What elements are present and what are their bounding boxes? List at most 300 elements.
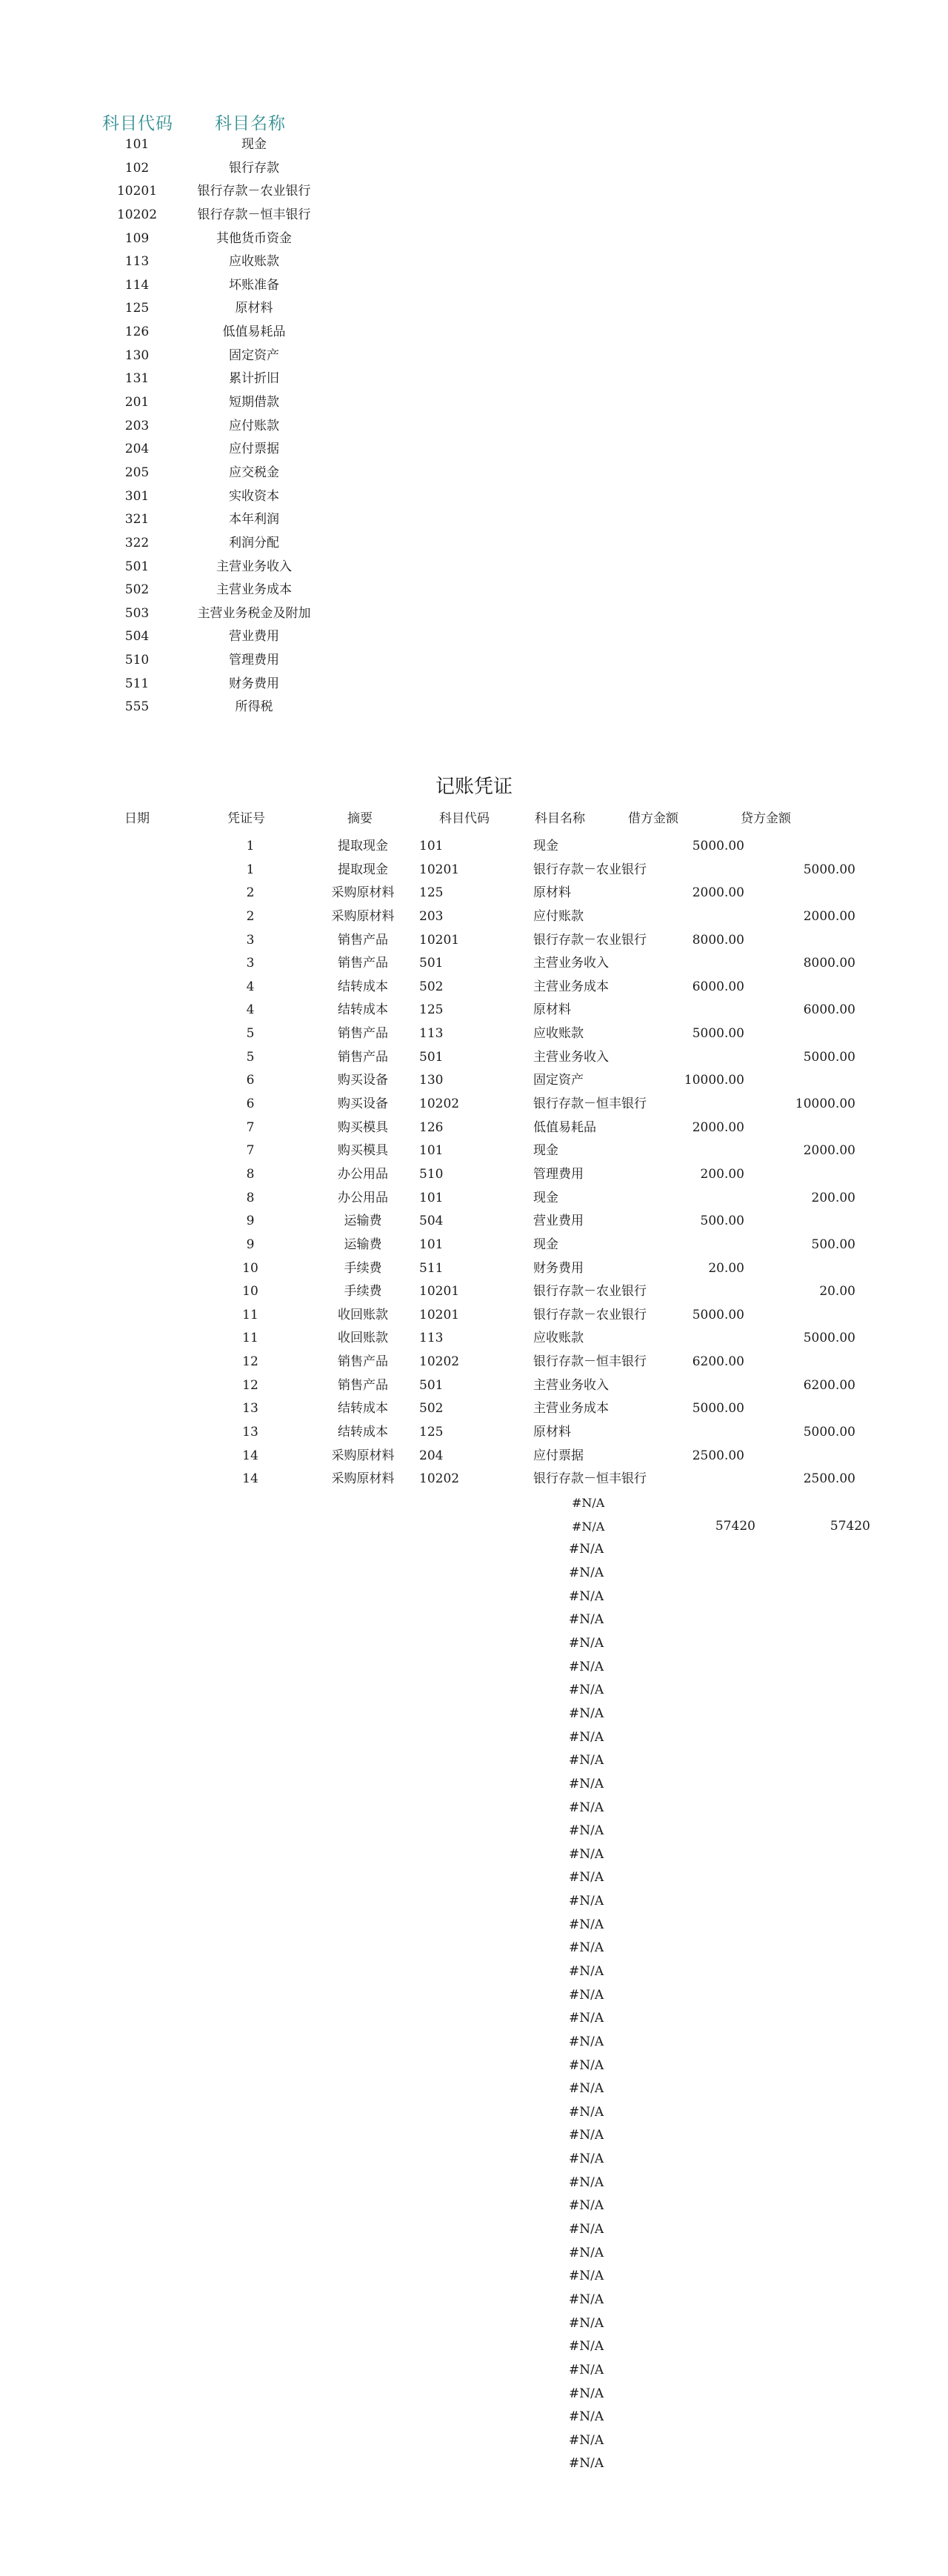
voucher-number: 8 (246, 1166, 255, 1182)
error-row (0, 2335, 948, 2359)
table-row (0, 1421, 948, 1445)
account-code-cell: 130 (419, 1073, 444, 1088)
account-code-cell: 101 (419, 1190, 444, 1205)
table-row (0, 952, 948, 976)
account-code: 131 (124, 371, 150, 387)
error-row (0, 2218, 948, 2242)
error-value: #N/A (569, 1636, 604, 1651)
summary-cell: 购买设备 (338, 1096, 388, 1112)
account-name: 主营业务成本 (216, 582, 292, 598)
account-code: 504 (124, 629, 150, 645)
account-code: 502 (124, 582, 150, 598)
account-row (0, 227, 356, 251)
error-value: #N/A (569, 1729, 604, 1745)
account-code: 101 (124, 137, 150, 152)
account-name: 主营业务税金及附加 (197, 605, 311, 621)
account-name: 应交税金 (229, 465, 279, 480)
error-value: #N/A (569, 1917, 604, 1932)
voucher-number: 3 (246, 932, 255, 948)
voucher-number: 10 (242, 1284, 258, 1299)
error-value: #N/A (569, 1705, 604, 1721)
error-value: #N/A (569, 2362, 604, 2377)
credit-amount: 8000.00 (803, 956, 855, 971)
error-row (0, 2124, 948, 2148)
account-code: 126 (124, 325, 150, 340)
error-row (0, 2148, 948, 2171)
credit-amount: 20.00 (819, 1284, 855, 1299)
table-row (0, 1210, 948, 1234)
voucher-number: 1 (246, 839, 255, 853)
account-name-cell: 银行存款－农业银行 (533, 932, 647, 948)
account-name: 本年利润 (229, 512, 279, 527)
error-value: #N/A (569, 2292, 604, 2307)
account-name-cell: 现金 (533, 1143, 558, 1159)
error-row (0, 1608, 948, 1632)
table-row (0, 1374, 948, 1398)
error-value: #N/A (569, 1823, 604, 1839)
error-row (0, 2289, 948, 2312)
error-value: #N/A (569, 1776, 604, 1791)
account-code-cell: 501 (419, 1049, 444, 1065)
error-value: #N/A (572, 1496, 605, 1511)
error-value: #N/A (569, 2409, 604, 2425)
account-name-cell: 原材料 (533, 1425, 571, 1440)
account-code: 109 (124, 230, 150, 246)
account-row (0, 649, 356, 673)
summary-cell: 销售产品 (338, 932, 388, 948)
summary-cell: 收回账款 (338, 1307, 388, 1322)
header-date: 日期 (124, 811, 150, 826)
table-row (0, 1069, 948, 1093)
summary-cell: 结转成本 (338, 1002, 388, 1018)
error-row (0, 2406, 948, 2429)
account-name: 银行存款－农业银行 (197, 184, 311, 199)
summary-cell: 购买模具 (338, 1119, 388, 1135)
table-row (0, 1139, 948, 1163)
account-code-cell: 113 (419, 1026, 444, 1042)
summary-cell: 销售产品 (338, 1049, 388, 1065)
account-name: 财务费用 (229, 676, 279, 691)
account-name: 所得税 (235, 699, 273, 715)
error-row (0, 1726, 948, 1750)
total-credit: 57420 (830, 1518, 870, 1534)
total-debit: 57420 (715, 1518, 755, 1534)
debit-amount: 8000.00 (692, 932, 744, 948)
credit-amount: 5000.00 (803, 862, 855, 877)
table-row (0, 1445, 948, 1468)
account-code-cell: 510 (419, 1166, 444, 1182)
account-name-cell: 应收账款 (533, 1331, 584, 1346)
account-name: 银行存款－恒丰银行 (197, 207, 311, 222)
account-row (0, 462, 356, 485)
error-value: #N/A (569, 2222, 604, 2237)
account-row (0, 321, 356, 345)
error-value: #N/A (569, 2456, 604, 2472)
summary-cell: 手续费 (344, 1284, 382, 1299)
table-row (0, 835, 948, 859)
account-row (0, 367, 356, 391)
error-value: #N/A (569, 1683, 604, 1698)
error-row (0, 1515, 948, 1539)
table-row (0, 1163, 948, 1187)
error-value: #N/A (569, 2386, 604, 2401)
account-name: 主营业务收入 (216, 559, 292, 574)
table-row (0, 1093, 948, 1116)
table-row (0, 1397, 948, 1421)
summary-cell: 购买模具 (338, 1143, 388, 1159)
account-code-cell: 10202 (419, 1354, 460, 1370)
account-code-cell: 502 (419, 1401, 444, 1417)
summary-cell: 销售产品 (338, 956, 388, 971)
account-name-cell: 营业费用 (533, 1214, 584, 1229)
account-name: 银行存款 (229, 160, 279, 176)
error-row (0, 1866, 948, 1890)
error-value: #N/A (569, 2432, 604, 2448)
account-row (0, 579, 356, 602)
debit-amount: 2000.00 (692, 1119, 744, 1135)
voucher-number: 7 (246, 1119, 255, 1135)
summary-cell: 收回账款 (338, 1331, 388, 1346)
summary-cell: 购买设备 (338, 1073, 388, 1088)
error-value: #N/A (569, 2128, 604, 2143)
voucher-number: 6 (246, 1073, 255, 1088)
error-value: #N/A (569, 1753, 604, 1768)
table-row (0, 1187, 948, 1211)
account-name-cell: 原材料 (533, 1002, 571, 1018)
error-row (0, 1749, 948, 1773)
summary-cell: 运输费 (344, 1237, 382, 1252)
error-row (0, 1843, 948, 1867)
account-code: 130 (124, 347, 150, 363)
account-code-cell: 504 (419, 1214, 444, 1229)
account-code: 510 (124, 653, 150, 668)
credit-amount: 500.00 (811, 1237, 855, 1252)
error-value: #N/A (569, 1940, 604, 1956)
table-row (0, 929, 948, 953)
account-name-cell: 应付票据 (533, 1448, 584, 1463)
error-row (0, 1585, 948, 1609)
error-row (0, 1914, 948, 1937)
account-name: 短期借款 (229, 395, 279, 410)
error-row (0, 2054, 948, 2078)
table-row (0, 1022, 948, 1046)
account-code: 511 (124, 676, 150, 691)
error-row (0, 2429, 948, 2453)
error-value: #N/A (569, 1588, 604, 1604)
table-row (0, 1304, 948, 1328)
account-name: 利润分配 (229, 535, 279, 550)
account-name: 原材料 (235, 301, 273, 316)
account-code-cell: 501 (419, 1377, 444, 1393)
account-code-cell: 125 (419, 885, 444, 901)
account-row (0, 180, 356, 204)
error-row (0, 2242, 948, 2266)
debit-amount: 2000.00 (692, 885, 744, 901)
account-code-cell: 502 (419, 979, 444, 994)
table-row (0, 999, 948, 1022)
voucher-number: 14 (242, 1471, 258, 1487)
header-summary: 摘要 (347, 811, 373, 826)
error-row (0, 1960, 948, 1984)
error-row (0, 2031, 948, 2054)
credit-amount: 5000.00 (803, 1049, 855, 1065)
error-value: #N/A (569, 2174, 604, 2190)
debit-amount: 500.00 (700, 1214, 744, 1229)
error-row (0, 1797, 948, 1820)
summary-cell: 结转成本 (338, 1401, 388, 1417)
account-row (0, 391, 356, 415)
account-name: 坏账准备 (229, 277, 279, 293)
error-value: #N/A (569, 1870, 604, 1886)
account-code: 114 (124, 277, 150, 293)
account-code-cell: 101 (419, 1237, 444, 1252)
error-row (0, 1491, 948, 1515)
account-code-cell: 126 (419, 1119, 444, 1135)
account-name-cell: 银行存款－恒丰银行 (533, 1354, 647, 1370)
voucher-number: 10 (242, 1260, 258, 1276)
voucher-number: 5 (246, 1026, 255, 1042)
account-name-cell: 主营业务收入 (533, 1049, 609, 1065)
credit-amount: 10000.00 (795, 1096, 855, 1112)
account-code: 555 (124, 699, 150, 715)
summary-cell: 销售产品 (338, 1354, 388, 1370)
account-name-cell: 银行存款－恒丰银行 (533, 1471, 647, 1487)
error-value: #N/A (569, 2104, 604, 2120)
table-row (0, 1257, 948, 1281)
header-account-code: 科目代码 (439, 811, 490, 826)
account-name: 营业费用 (229, 629, 279, 645)
voucher-number: 6 (246, 1096, 255, 1112)
voucher-number: 2 (246, 885, 255, 901)
error-row (0, 2312, 948, 2336)
error-row (0, 1538, 948, 1562)
voucher-number: 8 (246, 1190, 255, 1205)
error-value: #N/A (569, 2034, 604, 2049)
voucher-number: 11 (242, 1307, 258, 1322)
account-name-cell: 主营业务收入 (533, 1377, 609, 1393)
error-value: #N/A (569, 2198, 604, 2214)
account-name-cell: 现金 (533, 1237, 558, 1252)
header-debit: 借方金额 (628, 811, 678, 826)
account-row (0, 485, 356, 509)
table-row (0, 1234, 948, 1257)
account-row (0, 297, 356, 321)
voucher-number: 9 (246, 1214, 255, 1229)
table-row (0, 882, 948, 905)
voucher-number: 3 (246, 956, 255, 971)
voucher-number: 13 (242, 1425, 258, 1440)
error-row (0, 2452, 948, 2476)
account-code: 201 (124, 395, 150, 410)
account-name-cell: 管理费用 (533, 1166, 584, 1182)
account-row (0, 157, 356, 181)
table-row (0, 905, 948, 929)
credit-amount: 5000.00 (803, 1425, 855, 1440)
account-code-cell: 113 (419, 1331, 444, 1346)
account-name-cell: 固定资产 (533, 1073, 584, 1088)
header-voucher-no: 凭证号 (227, 811, 265, 826)
voucher-number: 4 (246, 979, 255, 994)
account-code-cell: 10201 (419, 1284, 460, 1299)
voucher-number: 9 (246, 1237, 255, 1252)
error-value: #N/A (569, 2057, 604, 2073)
account-name-header: 科目名称 (215, 114, 286, 133)
account-name-cell: 现金 (533, 1190, 558, 1205)
account-name: 固定资产 (229, 347, 279, 363)
account-row (0, 532, 356, 556)
account-row (0, 508, 356, 532)
account-code: 503 (124, 605, 150, 621)
summary-cell: 采购原材料 (331, 1471, 395, 1487)
account-code: 10202 (116, 207, 158, 222)
account-code: 321 (124, 512, 150, 527)
error-value: #N/A (572, 1519, 605, 1534)
error-row (0, 1632, 948, 1656)
header-account-name: 科目名称 (535, 811, 585, 826)
account-name: 累计折旧 (229, 371, 279, 387)
credit-amount: 2000.00 (803, 908, 855, 924)
summary-cell: 提取现金 (338, 862, 388, 877)
voucher-title: 记账凭证 (435, 776, 513, 798)
account-code-cell: 10201 (419, 932, 460, 948)
account-row (0, 438, 356, 462)
account-code: 501 (124, 559, 150, 574)
voucher-number: 12 (242, 1377, 258, 1393)
summary-cell: 办公用品 (338, 1166, 388, 1182)
voucher-number: 14 (242, 1448, 258, 1463)
account-name-cell: 现金 (533, 839, 558, 853)
account-code-cell: 125 (419, 1002, 444, 1018)
debit-amount: 5000.00 (692, 1026, 744, 1042)
table-row (0, 1468, 948, 1491)
account-code: 10201 (116, 184, 158, 199)
error-rows (0, 1491, 948, 2476)
voucher-number: 2 (246, 908, 255, 924)
error-row (0, 2265, 948, 2289)
error-row (0, 1703, 948, 1726)
voucher-number: 4 (246, 1002, 255, 1018)
table-row (0, 1116, 948, 1140)
account-name-cell: 低值易耗品 (533, 1119, 596, 1135)
error-value: #N/A (569, 2151, 604, 2167)
summary-cell: 运输费 (344, 1214, 382, 1229)
summary-cell: 办公用品 (338, 1190, 388, 1205)
account-row (0, 204, 356, 227)
account-code: 205 (124, 465, 150, 480)
error-row (0, 2007, 948, 2031)
account-code-header: 科目代码 (102, 114, 173, 133)
credit-amount: 2500.00 (803, 1471, 855, 1487)
voucher-number: 7 (246, 1143, 255, 1159)
account-code: 203 (124, 418, 150, 433)
account-name: 应付账款 (229, 418, 279, 433)
account-name-cell: 银行存款－农业银行 (533, 1307, 647, 1322)
error-row (0, 1679, 948, 1703)
account-name-cell: 银行存款－农业银行 (533, 1284, 647, 1299)
error-value: #N/A (569, 2269, 604, 2284)
credit-amount: 200.00 (811, 1190, 855, 1205)
error-value: #N/A (569, 1800, 604, 1815)
table-row (0, 1280, 948, 1304)
account-code-cell: 125 (419, 1425, 444, 1440)
error-value: #N/A (569, 2339, 604, 2354)
table-row (0, 859, 948, 882)
account-code-cell: 10201 (419, 862, 460, 877)
summary-cell: 结转成本 (338, 979, 388, 994)
voucher-number: 1 (246, 862, 255, 877)
error-row (0, 2359, 948, 2383)
account-code-cell: 10201 (419, 1307, 460, 1322)
error-value: #N/A (569, 2315, 604, 2331)
summary-cell: 提取现金 (338, 839, 388, 853)
account-name-cell: 主营业务成本 (533, 1401, 609, 1417)
error-value: #N/A (569, 2011, 604, 2026)
error-value: #N/A (569, 1964, 604, 1979)
account-row (0, 250, 356, 274)
error-row (0, 1656, 948, 1680)
account-name-cell: 应付账款 (533, 908, 584, 924)
error-row (0, 2171, 948, 2195)
credit-amount: 2000.00 (803, 1143, 855, 1159)
account-name: 低值易耗品 (222, 325, 286, 340)
error-row (0, 1820, 948, 1843)
debit-amount: 10000.00 (684, 1073, 744, 1088)
error-value: #N/A (569, 1565, 604, 1581)
debit-amount: 6000.00 (692, 979, 744, 994)
summary-cell: 手续费 (344, 1260, 382, 1276)
error-value: #N/A (569, 2081, 604, 2097)
credit-amount: 6200.00 (803, 1377, 855, 1393)
voucher-number: 12 (242, 1354, 258, 1370)
account-code-cell: 10202 (419, 1471, 460, 1487)
account-code: 322 (124, 535, 150, 550)
account-name: 现金 (241, 137, 267, 152)
error-row (0, 1984, 948, 2008)
account-row (0, 133, 356, 157)
account-name-cell: 原材料 (533, 885, 571, 901)
account-name: 应付票据 (229, 442, 279, 457)
account-code-cell: 501 (419, 956, 444, 971)
error-row (0, 1773, 948, 1797)
error-value: #N/A (569, 1846, 604, 1862)
account-code-cell: 511 (419, 1260, 444, 1276)
account-code-cell: 203 (419, 908, 444, 924)
table-row (0, 976, 948, 999)
account-row (0, 345, 356, 368)
debit-amount: 5000.00 (692, 1307, 744, 1322)
debit-amount: 5000.00 (692, 839, 744, 853)
account-name: 应收账款 (229, 254, 279, 270)
account-code: 102 (124, 160, 150, 176)
debit-amount: 6200.00 (692, 1354, 744, 1370)
account-code: 204 (124, 442, 150, 457)
error-value: #N/A (569, 1542, 604, 1557)
error-value: #N/A (569, 1894, 604, 1909)
account-name: 管理费用 (229, 653, 279, 668)
summary-cell: 结转成本 (338, 1425, 388, 1440)
account-list (0, 133, 356, 719)
account-row (0, 673, 356, 696)
error-value: #N/A (569, 2245, 604, 2260)
credit-amount: 5000.00 (803, 1331, 855, 1346)
account-name-cell: 银行存款－农业银行 (533, 862, 647, 877)
account-code-cell: 204 (419, 1448, 444, 1463)
account-name-cell: 主营业务收入 (533, 956, 609, 971)
account-row (0, 556, 356, 579)
account-row (0, 696, 356, 719)
account-row (0, 625, 356, 649)
error-value: #N/A (569, 1612, 604, 1628)
